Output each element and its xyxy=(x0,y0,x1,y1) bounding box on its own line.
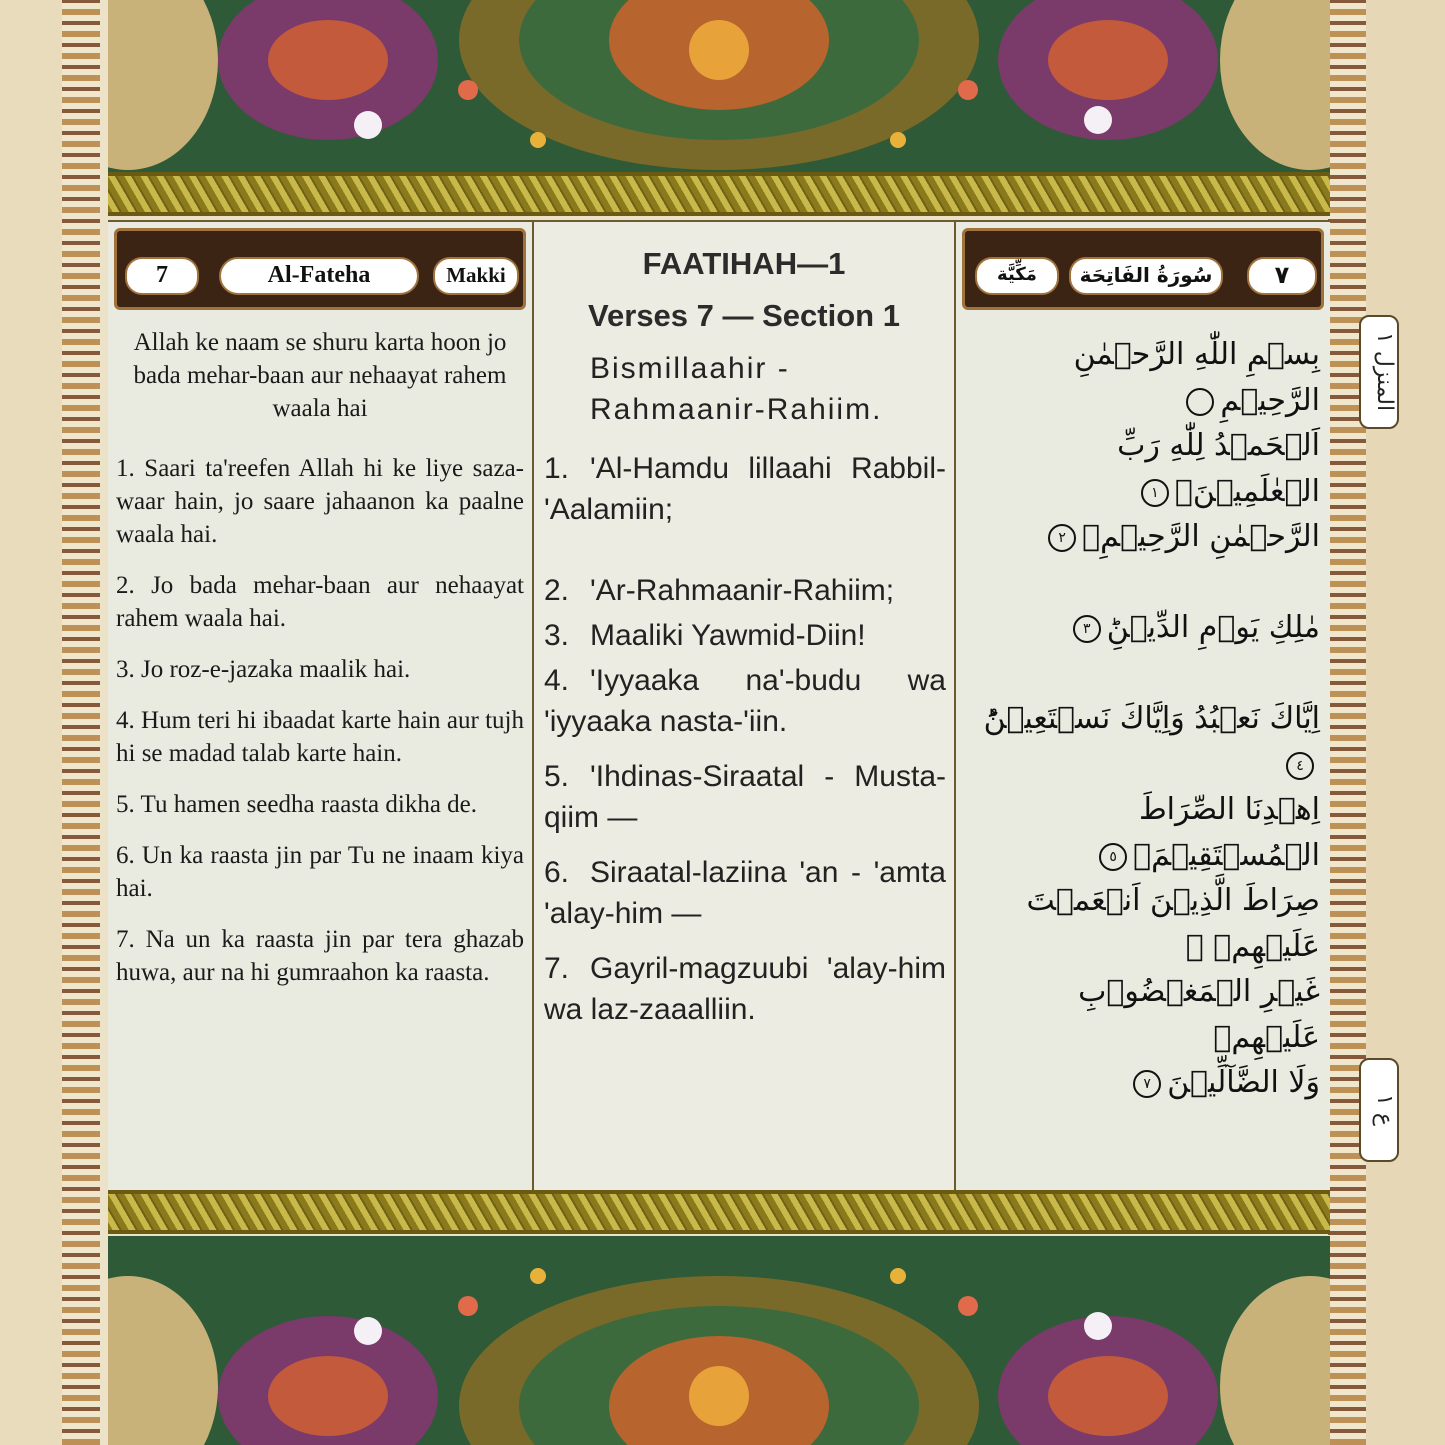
right-floral-border xyxy=(1328,0,1366,1445)
transliteration-panel xyxy=(534,220,954,1192)
surah-type-arabic: مَكِّيَّة xyxy=(975,257,1059,295)
left-surah-header xyxy=(114,228,526,310)
verse-text: Gayril-magzuubi 'alay-him wa laz-zaaalliin. xyxy=(544,952,946,1026)
arabic-verse xyxy=(968,787,1320,878)
arabic-verse-text: الرَّحۡمٰنِ الرَّحِيۡمِۙ xyxy=(1082,519,1320,554)
verse-number: 6. xyxy=(544,856,570,889)
arabic-verse-text: بِسۡمِ اللّٰهِ الرَّحۡمٰنِ الرَّحِيۡمِ xyxy=(1073,337,1320,418)
transliteration-verse xyxy=(544,756,946,838)
surah-name-arabic: سُورَةُ الفَاتِحَة xyxy=(1069,257,1223,295)
top-braid-border xyxy=(108,172,1330,216)
translation-verse: 3. Jo roz-e-jazaka maalik hai. xyxy=(116,656,411,683)
verse-text: 'Ar-Rahmaanir-Rahiim; xyxy=(590,574,895,607)
transliteration-verse xyxy=(544,615,946,656)
ruku-tab: ع ١ xyxy=(1359,1058,1399,1162)
top-ornament xyxy=(108,0,1330,172)
verse-number: 1. xyxy=(544,452,570,485)
verse-end-marker: ٤ xyxy=(1286,752,1314,780)
arabic-verse-text: غَيۡرِ الۡمَغۡضُوۡبِ عَلَيۡهِمۡ xyxy=(1078,974,1320,1055)
verse-number: 3. xyxy=(544,619,570,652)
arabic-verse xyxy=(968,423,1320,514)
verse-end-marker: ٣ xyxy=(1073,615,1101,643)
bismillah-translation: Allah ke naam se shuru karta hoon jo bada mehar-baan aur nehaayat rahem waala hai xyxy=(133,329,507,422)
verse-number: 7. xyxy=(544,952,570,985)
column-divider xyxy=(532,220,534,1190)
right-surah-header xyxy=(962,228,1324,310)
surah-number: 7 xyxy=(125,257,199,295)
surah-type: Makki xyxy=(433,257,519,295)
arabic-verse xyxy=(968,696,1320,787)
verse-text: Siraatal-laziina 'an - 'amta 'alay-him — xyxy=(544,856,946,930)
arabic-verse-text: مٰلِكِ يَوۡمِ الدِّيۡنِؕ xyxy=(1106,610,1320,645)
translation-list xyxy=(116,452,524,1007)
transliteration-verse xyxy=(544,448,946,530)
transliteration-verse xyxy=(544,852,946,934)
top-ornament-art xyxy=(108,0,1330,172)
arabic-text-panel xyxy=(956,220,1330,1192)
verse-text: 'Iyyaaka na'-budu wa 'iyyaaka nasta-'iin. xyxy=(544,664,946,738)
verse-end-marker: ٢ xyxy=(1048,524,1076,552)
bismillah-transliteration: Bismillaahir - Rahmaanir-Rahiim. xyxy=(590,352,883,426)
bottom-ornament-art xyxy=(108,1236,1330,1445)
transliteration-verse xyxy=(544,948,946,1030)
translation-verse: 4. Hum teri hi ibaadat karte hain aur tujh hi se madad talab karte hain. xyxy=(116,707,524,767)
arabic-verse-text: وَلَا الضَّآلِّيۡنَ xyxy=(1167,1065,1320,1100)
left-floral-border xyxy=(62,0,100,1445)
verse-number: 5. xyxy=(544,760,570,793)
verse-end-marker: ١ xyxy=(1141,479,1169,507)
verse-text: 'Ihdinas-Siraatal - Musta-qiim — xyxy=(544,760,946,834)
verse-number: 4. xyxy=(544,664,570,697)
arabic-verse xyxy=(968,514,1320,605)
column-divider xyxy=(954,220,956,1190)
transliteration-list xyxy=(544,448,946,1044)
page-margin-right xyxy=(1366,0,1445,1445)
page-margin-left xyxy=(0,0,62,1445)
manzil-tab: المنزل ١ xyxy=(1359,315,1399,429)
arabic-verse xyxy=(968,969,1320,1060)
arabic-verse xyxy=(968,1060,1320,1151)
translation-verse: 2. Jo bada mehar-baan aur nehaayat rahem waala hai. xyxy=(116,572,524,632)
arabic-verse-text: صِرَاطَ الَّذِيۡنَ اَنۡعَمۡتَ عَلَيۡهِمۡ ۙ xyxy=(1026,883,1320,964)
transliteration-verse xyxy=(544,660,946,742)
arabic-verse-text: اَلۡحَمۡدُ لِلّٰهِ رَبِّ الۡعٰلَمِيۡنَۙ xyxy=(1117,428,1320,509)
arabic-verse xyxy=(968,878,1320,969)
translation-verse: 7. Na un ka raasta jin par tera ghazab huwa, aur na hi gumraahon ka raasta. xyxy=(116,926,524,986)
arabic-verse-list xyxy=(968,332,1320,1151)
arabic-verse xyxy=(968,605,1320,696)
translation-verse: 5. Tu hamen seedha raasta dikha de. xyxy=(116,791,478,818)
surah-title: FAATIHAH—1 xyxy=(642,246,846,281)
verse-end-marker: ٥ xyxy=(1099,843,1127,871)
arabic-verse-text: اِيَّاكَ نَعۡبُدُ وَاِيَّاكَ نَسۡتَعِيۡنُؕ xyxy=(983,701,1320,736)
transliteration-verse xyxy=(544,570,946,611)
arabic-verse xyxy=(968,332,1320,423)
verse-end-marker xyxy=(1186,388,1214,416)
verse-number: 2. xyxy=(544,574,570,607)
verse-text: Maaliki Yawmid-Diin! xyxy=(590,619,866,652)
translation-verse: 1. Saari ta'reefen Allah hi ke liye saza-waar hain, jo saare jahaanon ka paalne waala hai. xyxy=(116,455,524,548)
translation-verse: 6. Un ka raasta jin par Tu ne inaam kiya hai. xyxy=(116,842,524,902)
verse-end-marker: ٧ xyxy=(1133,1070,1161,1098)
surah-name: Al-Fateha xyxy=(219,257,419,295)
bottom-braid-border xyxy=(108,1190,1330,1234)
bottom-ornament xyxy=(108,1236,1330,1445)
urdu-translation-panel xyxy=(108,220,532,1192)
surah-subtitle: Verses 7 — Section 1 xyxy=(588,298,900,333)
arabic-verse-text: اِهۡدِنَا الصِّرَاطَ الۡمُسۡتَقِيۡمَۙ xyxy=(1133,792,1320,873)
surah-number-arabic: ٧ xyxy=(1247,257,1317,295)
verse-text: 'Al-Hamdu lillaahi Rabbil-'Aalamiin; xyxy=(544,452,946,526)
